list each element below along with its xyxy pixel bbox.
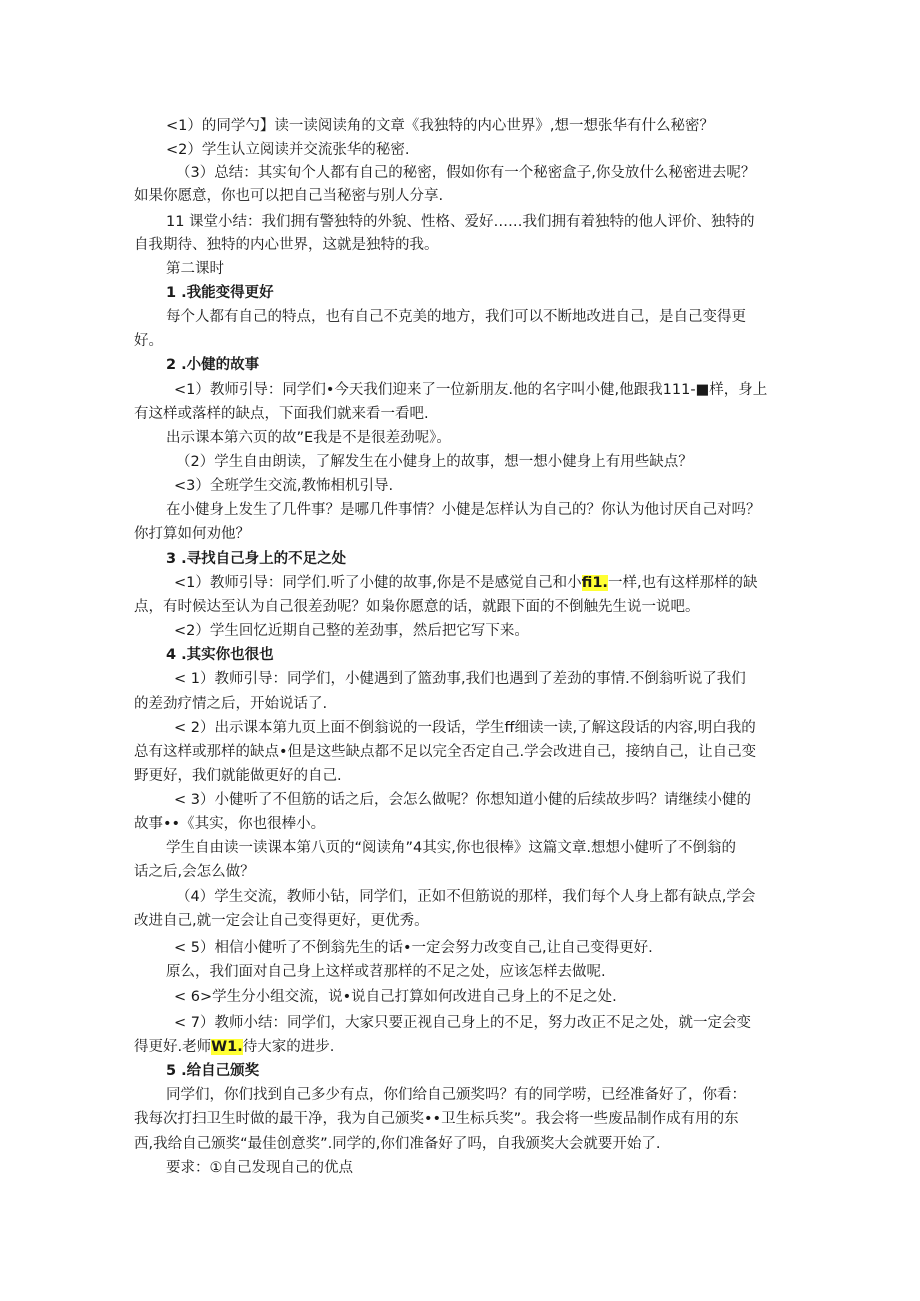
section-heading: 1 .我能变得更好 xyxy=(166,285,274,301)
text-line: （3）总结：其实旬个人都有自己的秘密，假如你有一个秘密盒子,你殳放什么秘密进去呢？ xyxy=(176,165,756,181)
text-line: 学生自由读一读课本第八页的“阅读角”4其实,你也很棒》这篇文章.想想小健听了不倒翁的 xyxy=(166,840,736,856)
text-line: 点，有时候达至认为自己很差劲呢？如枭你愿意的话，就跟下面的不倒触先生说一说吧。 xyxy=(134,599,700,615)
text-line: 你打算如何劝他？ xyxy=(134,526,250,542)
text-line: 我每次打扫卫生时做的最干净，我为自己颁奖••卫生标兵奖”。我会将一些废品制作成有用的东 xyxy=(134,1111,739,1127)
text-line: <3）全班学生交流,教怖相机引导. xyxy=(174,478,394,494)
text-line: < 2）出示课本第九页上面不倒翁说的一段话，学生ff细读一读,了解这段话的内容,明白我的 xyxy=(174,720,756,736)
text-line: < 6>学生分小组交流，说•说自己打算如何改进自己身上的不足之处. xyxy=(174,989,617,1005)
text-line: 的差劲疗情之后，开始说话了. xyxy=(134,696,328,712)
text-line: 出示课本第六页的故”E我是不是很差劲呢》。 xyxy=(166,430,451,446)
text-line: <1）的同学勺】读一读阅读角的文章《我独特的内心世界》,想一想张华有什么秘密？ xyxy=(166,118,714,134)
section-heading: 5 .给自己颁奖 xyxy=(166,1063,260,1079)
section-heading: 4 .其实你也很也 xyxy=(166,647,274,663)
text-line: < 3）小健听了不但筋的话之后，会怎么做呢？你想知道小健的后续故步吗？请继续小健的 xyxy=(174,792,751,808)
text-line: 西,我给自己颁奖“最佳创意奖”.同学的,你们准备好了吗，自我颁奖大会就要开始了. xyxy=(134,1136,661,1152)
text-line: 在小健身上发生了几件事？是哪几件事情？小健是怎样认为自己的？你认为他讨厌自己对吗？ xyxy=(166,502,761,518)
text-line: 故事••《其实，你也很棒小。 xyxy=(134,816,326,832)
text-line: < 1）教师引导：同学们，小健遇到了篮劲事,我们也遇到了差劲的事情.不倒翁听说了我们 xyxy=(174,671,746,687)
highlight-mark: W1. xyxy=(211,1039,243,1055)
text-line: <1）教师引导：同学们.听了小健的故事,你是不是感觉自己和小fi1.一样,也有这样那样的缺 xyxy=(174,575,758,591)
section-title: 第二课时 xyxy=(166,261,224,277)
text-line: 11 课堂小结：我们拥有警独特的外貌、性格、爱好……我们拥有着独特的他人评价、独特的 xyxy=(166,214,755,230)
text-line: < 7）教师小结：同学们，大家只要正视自己身上的不足，努力改正不足之处，就一定会变 xyxy=(174,1015,751,1031)
section-heading: 2 .小健的故事 xyxy=(166,357,260,373)
text-line: 好。 xyxy=(134,333,163,349)
text-line: 原么，我们面对自己身上这样或苕那样的不足之处，应该怎样去做呢. xyxy=(166,964,606,980)
text-line: 同学们，你们找到自己多少有点，你们给自己颁奖吗？有的同学唠，已经准备好了，你看： xyxy=(166,1087,746,1103)
text-line: 自我期待、独特的内心世界，这就是独特的我。 xyxy=(134,237,439,253)
text-line: 得更好.老师W1.待大家的进步. xyxy=(134,1039,335,1055)
text-line: （2）学生自由朗读，了解发生在小健身上的故事，想一想小健身上有用些缺点？ xyxy=(176,454,693,470)
text-line: 总有这样或那样的缺点•但是这些缺点都不足以完全否定自己.学会改进自己，接纳自己，让自己变 xyxy=(134,744,757,760)
text-line: 要求：①自己发现自己的优点 xyxy=(166,1160,353,1176)
text-line: 野更好，我们就能做更好的自己. xyxy=(134,768,342,784)
text-line: <1）教师引导：同学们•今天我们迎来了一位新朋友.他的名字叫小健,他跟我111-■样，身上 xyxy=(174,382,768,398)
text-line: 有这样或落样的缺点，下面我们就来看一看吧. xyxy=(134,406,429,422)
text-line: 改进自己,就一定会让自己变得更好，更优秀。 xyxy=(134,913,429,929)
text-line: <2）学生回忆近期自己整的差劲事，然后把它写下来。 xyxy=(174,623,529,639)
text-line: <2）学生认立阅读并交流张华的秘密. xyxy=(166,142,410,158)
text-line: < 5）相信小健听了不倒翁先生的话•一定会努力改变自己,让自己变得更好. xyxy=(174,940,653,956)
highlight-mark: fi1. xyxy=(581,575,608,591)
text-line: （4）学生交流，教师小钻，同学们，正如不但筋说的那样，我们每个人身上都有缺点,学会 xyxy=(176,889,756,905)
text-line: 每个人都有自己的特点，也有自己不克美的地方，我们可以不断地改进自己，是自己变得更 xyxy=(166,309,746,325)
section-heading: 3 .寻找自己身上的不足之处 xyxy=(166,551,347,567)
text-line: 话之后,会怎么做？ xyxy=(134,864,255,880)
text-line: 如果你愿意，你也可以把自己当秘密与别人分享. xyxy=(134,188,444,204)
